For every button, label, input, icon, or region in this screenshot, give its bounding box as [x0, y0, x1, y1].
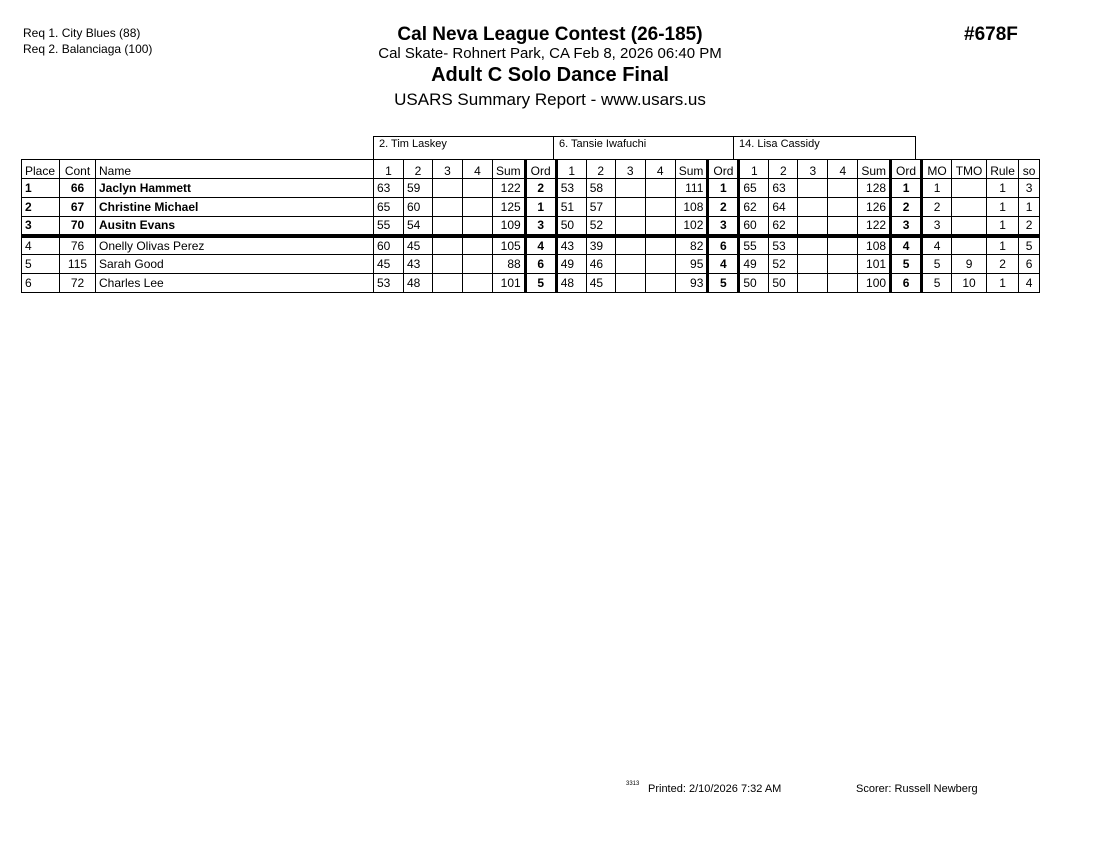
sum-cell: 122	[858, 217, 891, 236]
score-cell	[615, 236, 645, 255]
table-row	[22, 179, 1040, 198]
score-cell	[645, 179, 675, 198]
rule-cell: 1	[987, 179, 1019, 198]
ord-cell: 2	[891, 198, 922, 217]
sum-cell: 126	[858, 198, 891, 217]
score-cell	[798, 198, 828, 217]
sum-cell: 125	[493, 198, 526, 217]
score-cell	[463, 179, 493, 198]
score-cell: 50	[556, 217, 586, 236]
sum-cell: 82	[675, 236, 708, 255]
col-header-judge3-0: 1	[739, 160, 769, 179]
printed-date: Printed: 2/10/2026 7:32 AM	[648, 783, 782, 795]
ord-cell: 3	[708, 217, 739, 236]
col-header-judge2-4: Sum	[675, 160, 708, 179]
score-cell	[463, 236, 493, 255]
col-header-judge3-2: 3	[798, 160, 828, 179]
cont-cell: 70	[60, 217, 96, 236]
score-cell: 45	[586, 274, 615, 293]
score-cell: 58	[586, 179, 615, 198]
ord-cell: 1	[708, 179, 739, 198]
col-header-tmo: TMO	[952, 160, 987, 179]
ord-cell: 1	[525, 198, 556, 217]
score-cell	[798, 274, 828, 293]
score-cell: 57	[586, 198, 615, 217]
score-cell	[828, 274, 858, 293]
sum-cell: 105	[493, 236, 526, 255]
score-cell: 60	[374, 236, 404, 255]
score-cell	[615, 274, 645, 293]
sum-cell: 88	[493, 255, 526, 274]
col-header-judge2-5: Ord	[708, 160, 739, 179]
cont-cell: 67	[60, 198, 96, 217]
place-cell: 5	[22, 255, 60, 274]
score-cell	[798, 255, 828, 274]
rule-cell: 2	[987, 255, 1019, 274]
score-cell	[463, 274, 493, 293]
col-header-judge1-3: 4	[463, 160, 493, 179]
scorer-name: Scorer: Russell Newberg	[856, 783, 978, 795]
table-row	[22, 198, 1040, 217]
ord-cell: 5	[708, 274, 739, 293]
score-cell	[433, 236, 463, 255]
score-cell: 43	[404, 255, 433, 274]
name-cell: Charles Lee	[96, 274, 374, 293]
sum-cell: 108	[858, 236, 891, 255]
score-cell	[433, 274, 463, 293]
sum-cell: 128	[858, 179, 891, 198]
score-cell	[828, 255, 858, 274]
request-1: Req 1. City Blues (88)	[23, 26, 141, 40]
score-cell: 60	[404, 198, 433, 217]
col-header-judge1-4: Sum	[493, 160, 526, 179]
mo-cell: 3	[922, 217, 952, 236]
venue-date: Cal Skate- Rohnert Park, CA Feb 8, 2026 06:40 PM	[378, 45, 722, 62]
score-cell	[615, 179, 645, 198]
score-cell	[798, 217, 828, 236]
ord-cell: 1	[891, 179, 922, 198]
place-cell: 6	[22, 274, 60, 293]
score-cell	[433, 255, 463, 274]
event-code: #678F	[964, 24, 1018, 45]
sum-cell: 122	[493, 179, 526, 198]
name-cell: Sarah Good	[96, 255, 374, 274]
sum-cell: 100	[858, 274, 891, 293]
place-cell: 1	[22, 179, 60, 198]
event-name: Adult C Solo Dance Final	[431, 64, 669, 86]
score-cell: 53	[556, 179, 586, 198]
score-cell	[828, 198, 858, 217]
table-header-row	[22, 160, 1040, 179]
col-header-place: Place	[22, 160, 60, 179]
score-cell: 49	[739, 255, 769, 274]
score-cell: 48	[404, 274, 433, 293]
rule-cell: 1	[987, 198, 1019, 217]
col-header-judge3-4: Sum	[858, 160, 891, 179]
col-header-judge2-2: 3	[615, 160, 645, 179]
score-cell: 63	[374, 179, 404, 198]
ord-cell: 4	[708, 255, 739, 274]
rule-cell: 1	[987, 274, 1019, 293]
mo-cell: 4	[922, 236, 952, 255]
sum-cell: 101	[858, 255, 891, 274]
so-cell: 5	[1019, 236, 1040, 255]
score-cell	[433, 217, 463, 236]
score-cell	[645, 236, 675, 255]
rule-cell: 1	[987, 217, 1019, 236]
tmo-cell: 9	[952, 255, 987, 274]
contest-title: Cal Neva League Contest (26-185)	[397, 24, 703, 45]
place-cell: 2	[22, 198, 60, 217]
ord-cell: 6	[708, 236, 739, 255]
col-header-judge2-3: 4	[645, 160, 675, 179]
score-cell: 63	[769, 179, 798, 198]
sum-cell: 111	[675, 179, 708, 198]
request-2: Req 2. Balanciaga (100)	[23, 42, 153, 56]
ord-cell: 6	[891, 274, 922, 293]
name-cell: Jaclyn Hammett	[96, 179, 374, 198]
tmo-cell	[952, 198, 987, 217]
name-cell: Christine Michael	[96, 198, 374, 217]
tmo-cell	[952, 179, 987, 198]
mo-cell: 2	[922, 198, 952, 217]
ord-cell: 4	[891, 236, 922, 255]
rule-cell: 1	[987, 236, 1019, 255]
score-cell	[798, 236, 828, 255]
mo-cell: 5	[922, 274, 952, 293]
table-row	[22, 274, 1040, 293]
score-cell: 46	[586, 255, 615, 274]
ord-cell: 4	[525, 236, 556, 255]
score-cell: 54	[404, 217, 433, 236]
cont-cell: 72	[60, 274, 96, 293]
score-cell: 53	[769, 236, 798, 255]
name-cell: Onelly Olivas Perez	[96, 236, 374, 255]
score-cell	[615, 217, 645, 236]
sum-cell: 102	[675, 217, 708, 236]
ord-cell: 3	[525, 217, 556, 236]
score-cell	[828, 179, 858, 198]
score-cell	[463, 255, 493, 274]
col-header-name: Name	[96, 160, 374, 179]
table-row	[22, 217, 1040, 236]
col-header-judge1-1: 2	[404, 160, 433, 179]
col-header-mo: MO	[922, 160, 952, 179]
table-row	[22, 236, 1040, 255]
score-cell	[828, 236, 858, 255]
col-header-judge3-5: Ord	[891, 160, 922, 179]
print-stamp: 3313	[626, 781, 640, 787]
score-cell: 50	[769, 274, 798, 293]
sum-cell: 95	[675, 255, 708, 274]
score-cell: 52	[769, 255, 798, 274]
score-cell: 62	[769, 217, 798, 236]
sum-cell: 101	[493, 274, 526, 293]
score-cell: 65	[374, 198, 404, 217]
so-cell: 1	[1019, 198, 1040, 217]
mo-cell: 5	[922, 255, 952, 274]
score-cell: 50	[739, 274, 769, 293]
score-cell: 43	[556, 236, 586, 255]
score-cell	[828, 217, 858, 236]
score-cell	[463, 198, 493, 217]
judge-header-3: 14. Lisa Cassidy	[733, 136, 916, 160]
score-cell: 53	[374, 274, 404, 293]
report-title: USARS Summary Report - www.usars.us	[394, 90, 706, 109]
col-header-judge3-1: 2	[769, 160, 798, 179]
ord-cell: 2	[525, 179, 556, 198]
mo-cell: 1	[922, 179, 952, 198]
cont-cell: 76	[60, 236, 96, 255]
score-cell	[615, 198, 645, 217]
col-header-judge1-2: 3	[433, 160, 463, 179]
ord-cell: 5	[525, 274, 556, 293]
place-cell: 3	[22, 217, 60, 236]
score-cell: 45	[404, 236, 433, 255]
col-header-judge1-0: 1	[374, 160, 404, 179]
so-cell: 3	[1019, 179, 1040, 198]
score-cell: 55	[374, 217, 404, 236]
score-cell: 55	[739, 236, 769, 255]
judge-header-2: 6. Tansie Iwafuchi	[553, 136, 734, 160]
tmo-cell	[952, 217, 987, 236]
so-cell: 6	[1019, 255, 1040, 274]
score-cell	[433, 179, 463, 198]
sum-cell: 109	[493, 217, 526, 236]
place-cell: 4	[22, 236, 60, 255]
score-cell	[463, 217, 493, 236]
so-cell: 4	[1019, 274, 1040, 293]
score-cell	[433, 198, 463, 217]
score-cell: 52	[586, 217, 615, 236]
cont-cell: 115	[60, 255, 96, 274]
cont-cell: 66	[60, 179, 96, 198]
score-cell: 65	[739, 179, 769, 198]
score-cell: 62	[739, 198, 769, 217]
col-header-judge2-1: 2	[586, 160, 615, 179]
score-cell: 39	[586, 236, 615, 255]
tmo-cell: 10	[952, 274, 987, 293]
score-cell: 51	[556, 198, 586, 217]
name-cell: Ausitn Evans	[96, 217, 374, 236]
sum-cell: 108	[675, 198, 708, 217]
tmo-cell	[952, 236, 987, 255]
score-cell: 60	[739, 217, 769, 236]
so-cell: 2	[1019, 217, 1040, 236]
results-table	[21, 159, 1040, 293]
ord-cell: 6	[525, 255, 556, 274]
score-cell	[645, 274, 675, 293]
col-header-cont: Cont	[60, 160, 96, 179]
score-cell: 48	[556, 274, 586, 293]
score-cell	[798, 179, 828, 198]
score-cell	[645, 198, 675, 217]
sum-cell: 93	[675, 274, 708, 293]
col-header-so: so	[1019, 160, 1040, 179]
col-header-judge3-3: 4	[828, 160, 858, 179]
col-header-judge2-0: 1	[556, 160, 586, 179]
ord-cell: 3	[891, 217, 922, 236]
judge-header-1: 2. Tim Laskey	[373, 136, 554, 160]
score-cell: 45	[374, 255, 404, 274]
table-row	[22, 255, 1040, 274]
ord-cell: 2	[708, 198, 739, 217]
col-header-judge1-5: Ord	[525, 160, 556, 179]
score-cell: 59	[404, 179, 433, 198]
ord-cell: 5	[891, 255, 922, 274]
score-cell	[645, 255, 675, 274]
score-cell: 49	[556, 255, 586, 274]
col-header-rule: Rule	[987, 160, 1019, 179]
score-cell: 64	[769, 198, 798, 217]
score-cell	[645, 217, 675, 236]
score-cell	[615, 255, 645, 274]
